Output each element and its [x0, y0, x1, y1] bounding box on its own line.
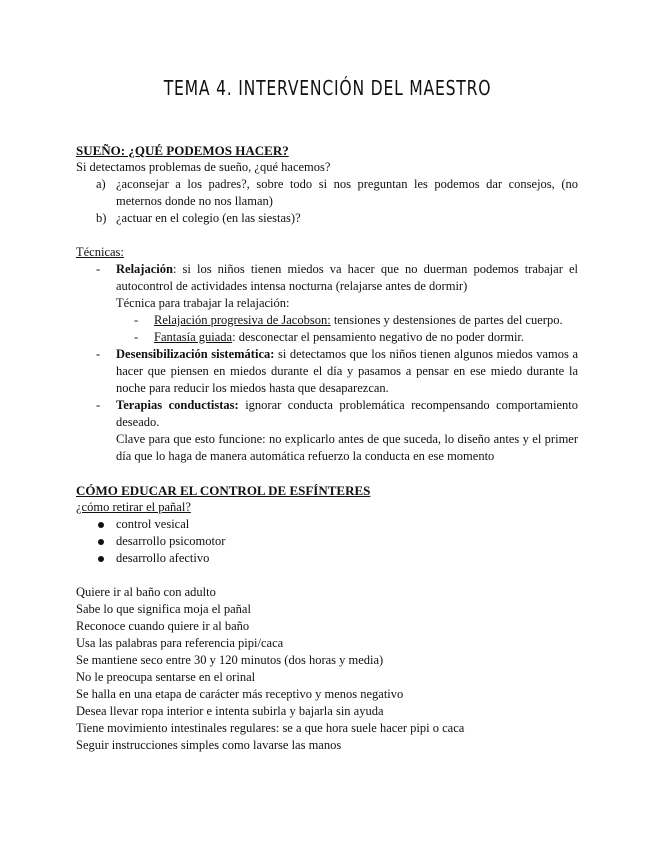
sign-line: Seguir instrucciones simples como lavarse las manos — [76, 738, 342, 752]
option-marker: b) — [96, 211, 107, 225]
sub-list-item — [154, 312, 563, 329]
section-heading-sueno: SUEÑO: ¿QUÉ PODEMOS HACER? — [76, 143, 289, 158]
section-question: ¿cómo retirar el pañal? — [76, 500, 191, 514]
bullet-icon — [98, 522, 104, 528]
clave-paragraph: Clave para que esto funcione: no explicarlo antes de que suceda, lo diseño antes y el primer día que lo haga de manera automática refuerzo la conducta en ese momento — [116, 432, 578, 463]
option-text: ¿actuar en el colegio (en las siestas)? — [116, 211, 301, 225]
sign-line: Reconoce cuando quiere ir al baño — [76, 619, 250, 633]
term-description: ignorar conducta problemática recompensando comportamiento deseado. — [116, 398, 579, 429]
sign-line: Quiere ir al baño con adulto — [76, 585, 216, 599]
sub-list-marker: - — [134, 330, 139, 344]
term-description: si detectamos que los niños tienen algunos miedos vamos a hacer que piensen en miedos durante el día y pasamos a pensar en ese miedo durante la noche para reducir los miedos hasta que desaparezcan. — [116, 347, 578, 395]
bullet-icon — [98, 556, 104, 562]
sub-list-item — [154, 329, 524, 346]
term-relajacion: Relajación — [116, 262, 173, 276]
term-terapias: Terapias conductistas: — [116, 398, 239, 412]
subintro-text: Técnica para trabajar la relajación: — [116, 296, 290, 310]
list-marker: - — [96, 262, 101, 276]
term-description: : si los niños tienen miedos va hacer que no duerman podemos trabajar el autocontrol de actividades intensa nocturna (relajarse antes de dormir) — [116, 262, 578, 293]
sign-line: Desea llevar ropa interior e intenta subirla y bajarla sin ayuda — [76, 704, 384, 718]
term-jacobson: Relajación progresiva de Jacobson: — [154, 313, 331, 327]
term-description: : desconectar el pensamiento negativo de no poder dormir. — [232, 330, 525, 344]
term-description: tensiones y destensiones de partes del cuerpo. — [330, 313, 563, 327]
list-marker: - — [96, 398, 101, 412]
section-intro: Si detectamos problemas de sueño, ¿qué hacemos? — [76, 160, 331, 174]
option-marker: a) — [96, 177, 106, 191]
sign-line: Se mantiene seco entre 30 y 120 minutos (dos horas y media) — [76, 653, 384, 667]
term-fantasia: Fantasía guiada — [154, 330, 233, 344]
tecnicas-label: Técnicas: — [76, 245, 124, 259]
option-text: ¿aconsejar a los padres?, sobre todo si nos preguntan les podemos dar consejos, (no meternos donde no nos llaman) — [116, 177, 578, 208]
bullet-icon — [98, 539, 104, 545]
section-heading-esfinteres: CÓMO EDUCAR EL CONTROL DE ESFÍNTERES — [76, 483, 371, 498]
bullet-item: desarrollo psicomotor — [116, 534, 226, 548]
list-marker: - — [96, 347, 101, 361]
sign-line: Sabe lo que significa moja el pañal — [76, 602, 251, 616]
sign-line: No le preocupa sentarse en el orinal — [76, 670, 256, 684]
term-desensibilizacion: Desensibilización sistemática: — [116, 347, 275, 361]
sign-line: Usa las palabras para referencia pipi/caca — [76, 636, 284, 650]
bullet-item: control vesical — [116, 517, 190, 531]
bullet-item: desarrollo afectivo — [116, 551, 210, 565]
list-item-terapias — [116, 397, 578, 431]
sign-line: Se halla en una etapa de carácter más receptivo y menos negativo — [76, 687, 404, 701]
sign-line: Tiene movimiento intestinales regulares: se a que hora suele hacer pipi o caca — [76, 721, 465, 735]
sub-list-marker: - — [134, 313, 139, 327]
list-item-relajacion — [116, 261, 578, 295]
list-item-desensibilizacion — [116, 346, 578, 397]
document-title: TEMA 4. INTERVENCIÓN DEL MAESTRO — [163, 76, 492, 100]
